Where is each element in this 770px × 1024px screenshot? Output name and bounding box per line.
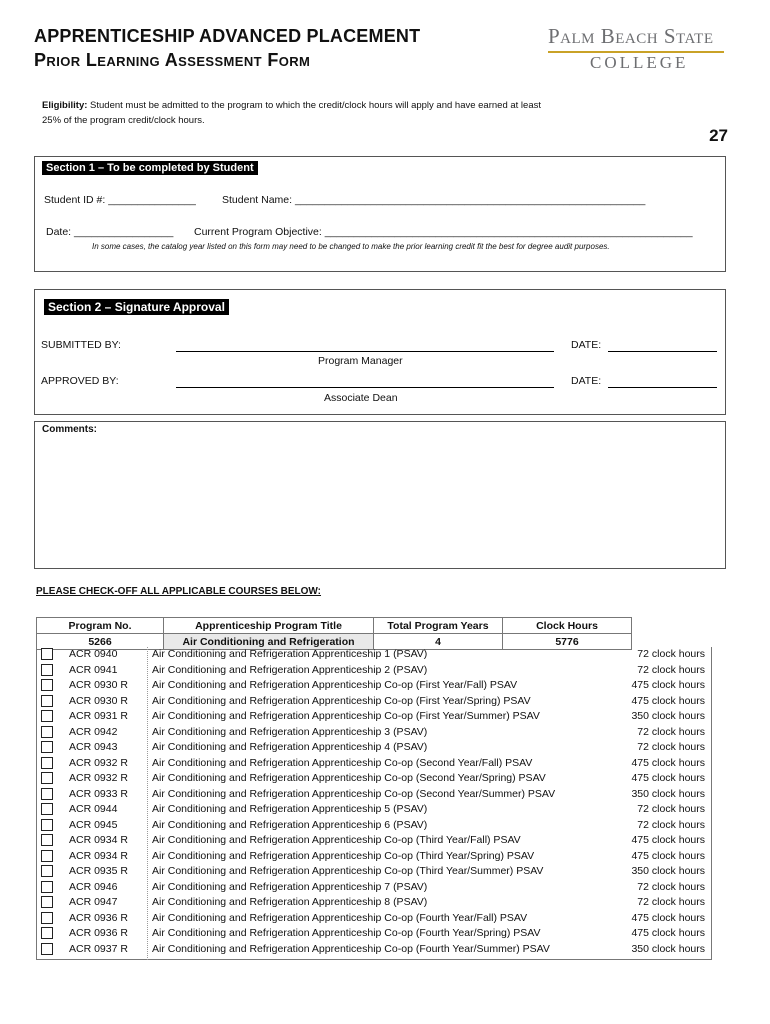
form-title-line1: APPRENTICESHIP ADVANCED PLACEMENT <box>34 26 421 46</box>
course-code: ACR 0934 R <box>69 834 128 846</box>
course-row <box>37 678 713 694</box>
comments-label: Comments: <box>42 424 98 435</box>
course-list <box>36 647 712 960</box>
course-hours: 475 clock hours <box>631 911 705 924</box>
course-code: ACR 0943 <box>69 741 118 753</box>
course-title: Air Conditioning and Refrigeration Apprenticeship Co-op (Third Year/Spring) PSAV <box>152 849 535 862</box>
course-hours: 350 clock hours <box>631 865 705 877</box>
course-code: ACR 0947 <box>69 896 118 908</box>
course-title: Air Conditioning and Refrigeration Apprenticeship Co-op (Second Year/Summer) PSAV <box>152 787 556 800</box>
course-checkbox[interactable] <box>41 819 53 831</box>
course-hours: 72 clock hours <box>637 741 705 753</box>
comments-box[interactable] <box>34 421 726 569</box>
course-row <box>37 725 713 741</box>
course-code: ACR 0932 R <box>69 772 128 784</box>
course-hours: 350 clock hours <box>631 787 705 800</box>
course-hours: 72 clock hours <box>637 818 705 831</box>
courses-heading: PLEASE CHECK-OFF ALL APPLICABLE COURSES BELOW: <box>36 586 322 597</box>
course-checkbox[interactable] <box>41 896 53 908</box>
submitted-date-label: DATE: <box>571 339 602 351</box>
header-program-title: Apprenticeship Program Title <box>164 618 374 634</box>
form-title-line2: Prior Learning Assessment Form <box>34 50 311 70</box>
course-row <box>37 911 713 927</box>
course-code: ACR 0930 R <box>69 679 128 691</box>
course-row <box>37 818 713 834</box>
course-checkbox[interactable] <box>41 772 53 784</box>
course-hours: 350 clock hours <box>631 710 705 722</box>
course-checkbox[interactable] <box>41 664 53 676</box>
course-row <box>37 694 713 710</box>
header-program-no: Program No. <box>37 618 164 634</box>
program-number: 5266 <box>37 634 164 650</box>
course-title: Air Conditioning and Refrigeration Apprenticeship 2 (PSAV) <box>152 663 428 676</box>
program-objective-field[interactable]: Current Program Objective: _______________________________________________________________ <box>194 226 693 238</box>
course-code: ACR 0945 <box>69 818 118 831</box>
course-checkbox[interactable] <box>41 943 53 955</box>
course-title: Air Conditioning and Refrigeration Apprenticeship 6 (PSAV) <box>152 818 428 831</box>
course-hours: 72 clock hours <box>637 880 705 893</box>
course-hours: 72 clock hours <box>637 803 705 815</box>
course-row <box>37 833 713 849</box>
course-hours: 475 clock hours <box>631 849 705 862</box>
course-title: Air Conditioning and Refrigeration Apprenticeship Co-op (First Year/Spring) PSAV <box>152 694 531 707</box>
course-row <box>37 663 713 679</box>
approved-by-signature-line[interactable] <box>176 387 554 388</box>
course-title: Air Conditioning and Refrigeration Apprenticeship Co-op (First Year/Fall) PSAV <box>152 679 518 691</box>
course-title: Air Conditioning and Refrigeration Apprenticeship 8 (PSAV) <box>152 896 428 908</box>
course-hours: 72 clock hours <box>637 663 705 676</box>
course-hours: 475 clock hours <box>631 772 705 784</box>
eligibility-label: Eligibility: <box>42 100 88 111</box>
course-hours: 475 clock hours <box>631 927 705 939</box>
submitted-by-signature-line[interactable] <box>176 351 554 352</box>
course-title: Air Conditioning and Refrigeration Apprenticeship 3 (PSAV) <box>152 725 428 738</box>
course-hours: 475 clock hours <box>631 679 705 691</box>
course-title: Air Conditioning and Refrigeration Apprenticeship Co-op (First Year/Summer) PSAV <box>152 710 540 722</box>
course-checkbox[interactable] <box>41 834 53 846</box>
course-checkbox[interactable] <box>41 757 53 769</box>
course-code: ACR 0936 R <box>69 911 128 924</box>
course-code: ACR 0937 R <box>69 942 128 955</box>
course-checkbox[interactable] <box>41 803 53 815</box>
course-code: ACR 0941 <box>69 663 118 676</box>
course-row <box>37 880 713 896</box>
course-title: Air Conditioning and Refrigeration Apprenticeship 7 (PSAV) <box>152 880 428 893</box>
program-clock-hours: 5776 <box>503 634 632 650</box>
course-title: Air Conditioning and Refrigeration Apprenticeship 5 (PSAV) <box>152 803 428 815</box>
course-checkbox[interactable] <box>41 695 53 707</box>
course-hours: 72 clock hours <box>637 648 705 660</box>
course-hours: 72 clock hours <box>637 896 705 908</box>
course-hours: 72 clock hours <box>637 725 705 738</box>
college-logo-name: Palm Beach State <box>548 24 714 48</box>
course-title: Air Conditioning and Refrigeration Apprenticeship Co-op (Fourth Year/Spring) PSAV <box>152 927 541 939</box>
course-row <box>37 895 713 911</box>
course-title: Air Conditioning and Refrigeration Apprenticeship 1 (PSAV) <box>152 648 428 660</box>
course-title: Air Conditioning and Refrigeration Apprenticeship Co-op (Fourth Year/Fall) PSAV <box>152 911 528 924</box>
course-title: Air Conditioning and Refrigeration Apprenticeship Co-op (Fourth Year/Summer) PSAV <box>152 942 550 955</box>
catalog-year-note: In some cases, the catalog year listed on this form may need to be changed to make the prior learning credit fit the best for degree audit purposes. <box>92 242 610 251</box>
course-code: ACR 0934 R <box>69 849 128 862</box>
course-hours: 475 clock hours <box>631 694 705 707</box>
course-checkbox[interactable] <box>41 648 53 660</box>
course-code: ACR 0930 R <box>69 694 128 707</box>
submitted-by-label: SUBMITTED BY: <box>41 339 121 351</box>
course-checkbox[interactable] <box>41 881 53 893</box>
course-code: ACR 0935 R <box>69 865 128 877</box>
course-row <box>37 849 713 865</box>
header-clock-hours: Clock Hours <box>503 618 632 634</box>
course-title: Air Conditioning and Refrigeration Apprenticeship Co-op (Second Year/Fall) PSAV <box>152 756 533 769</box>
course-hours: 350 clock hours <box>631 942 705 955</box>
course-title: Air Conditioning and Refrigeration Apprenticeship Co-op (Third Year/Summer) PSAV <box>152 865 544 877</box>
program-manager-label: Program Manager <box>318 355 403 367</box>
program-years: 4 <box>374 634 503 650</box>
course-code: ACR 0931 R <box>69 710 128 722</box>
course-checkbox[interactable] <box>41 726 53 738</box>
course-title: Air Conditioning and Refrigeration Apprenticeship Co-op (Third Year/Fall) PSAV <box>152 834 521 846</box>
associate-dean-label: Associate Dean <box>324 392 398 404</box>
section1-heading: Section 1 – To be completed by Student <box>42 161 258 175</box>
college-logo-subtitle: COLLEGE <box>590 53 689 72</box>
eligibility-note <box>42 98 562 128</box>
course-row <box>37 787 713 803</box>
course-row <box>37 740 713 756</box>
course-checkbox[interactable] <box>41 741 53 753</box>
course-row <box>37 771 713 787</box>
course-title: Air Conditioning and Refrigeration Apprenticeship 4 (PSAV) <box>152 741 428 753</box>
course-code: ACR 0933 R <box>69 787 128 800</box>
course-checkbox[interactable] <box>41 912 53 924</box>
course-checkbox[interactable] <box>41 927 53 939</box>
page-number: 27 <box>709 126 728 145</box>
course-hours: 475 clock hours <box>631 756 705 769</box>
course-checkbox[interactable] <box>41 788 53 800</box>
course-row <box>37 756 713 772</box>
course-row <box>37 926 713 942</box>
course-row <box>37 864 713 880</box>
course-checkbox[interactable] <box>41 865 53 877</box>
program-info-table <box>36 617 632 650</box>
course-code: ACR 0940 <box>69 648 118 660</box>
course-checkbox[interactable] <box>41 679 53 691</box>
course-checkbox[interactable] <box>41 850 53 862</box>
header-total-years: Total Program Years <box>374 618 503 634</box>
eligibility-text: Student must be admitted to the program to which the credit/clock hours will apply and have earned at least 25% of the program credit/clock hours. <box>42 100 542 126</box>
course-hours: 475 clock hours <box>631 834 705 846</box>
course-code: ACR 0936 R <box>69 927 128 939</box>
date-field[interactable]: Date: _________________ <box>46 226 174 238</box>
student-name-field[interactable]: Student Name: ____________________________________________________________ <box>222 194 646 206</box>
section2-heading: Section 2 – Signature Approval <box>44 299 229 315</box>
course-code: ACR 0946 <box>69 880 118 893</box>
course-code: ACR 0932 R <box>69 756 128 769</box>
course-title: Air Conditioning and Refrigeration Apprenticeship Co-op (Second Year/Spring) PSAV <box>152 772 546 784</box>
course-code: ACR 0944 <box>69 803 118 815</box>
course-row <box>37 802 713 818</box>
course-row <box>37 709 713 725</box>
course-checkbox[interactable] <box>41 710 53 722</box>
approved-by-label: APPROVED BY: <box>41 375 119 387</box>
course-row <box>37 647 713 663</box>
program-title: Air Conditioning and Refrigeration <box>164 634 374 650</box>
approved-date-line[interactable] <box>608 387 717 388</box>
course-code: ACR 0942 <box>69 725 118 738</box>
approved-date-label: DATE: <box>571 375 602 387</box>
submitted-date-line[interactable] <box>608 351 717 352</box>
student-id-field[interactable]: Student ID #: _______________ <box>44 194 196 206</box>
course-row <box>37 942 713 958</box>
